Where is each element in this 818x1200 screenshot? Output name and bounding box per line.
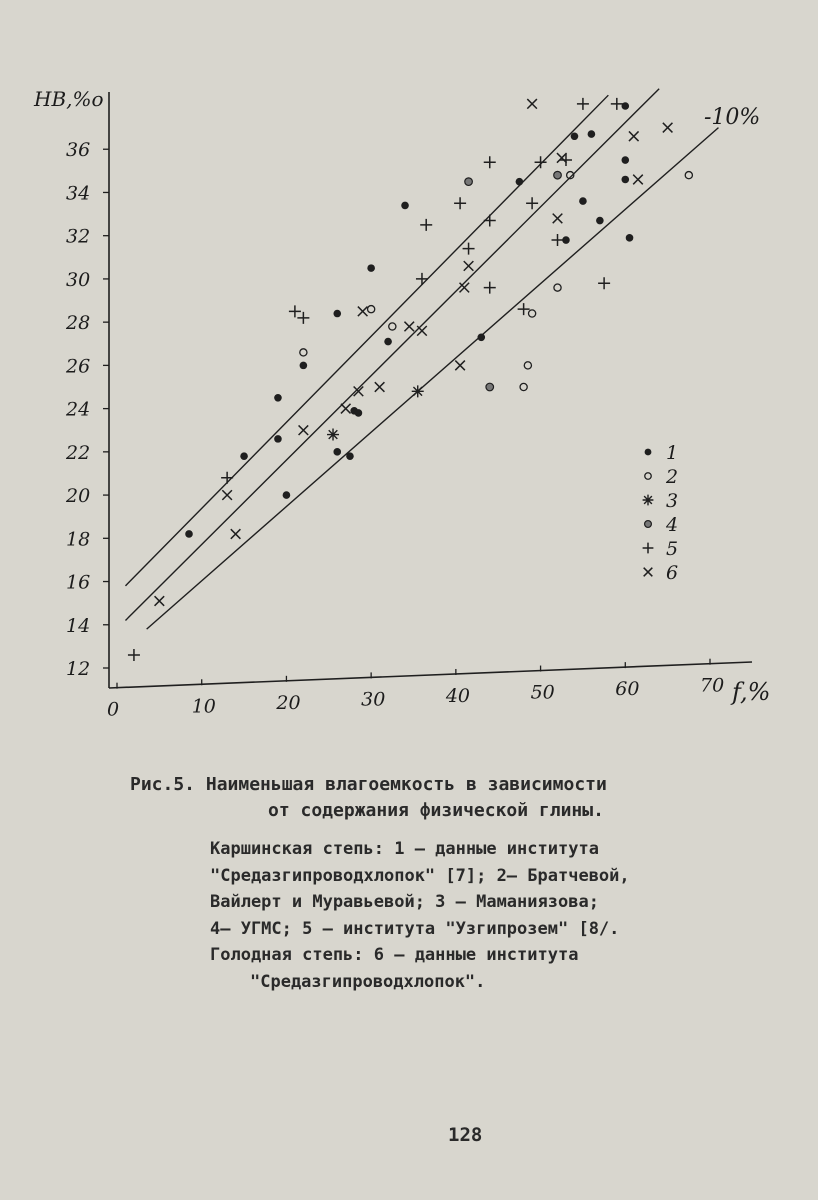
- point-cross: [527, 99, 537, 109]
- point-plus: [289, 305, 301, 317]
- point-plus: [416, 273, 428, 285]
- point-plus: [535, 156, 547, 168]
- point-filled-circle: [621, 156, 629, 164]
- point-cross: [155, 596, 165, 606]
- point-cross: [644, 568, 653, 577]
- point-plus: [454, 197, 466, 209]
- point-cross: [231, 529, 241, 539]
- point-cross: [404, 322, 414, 332]
- x-tick-label: 70: [700, 674, 725, 697]
- y-axis-label: HB,%o: [34, 87, 104, 111]
- point-filled-circle: [588, 130, 596, 138]
- point-plus: [484, 215, 496, 227]
- chart-legend: [643, 442, 678, 584]
- point-filled-circle: [333, 310, 341, 318]
- point-dot-circle: [554, 171, 562, 179]
- point-filled-circle: [283, 491, 291, 499]
- figure-caption: [130, 772, 770, 824]
- caption-line: Рис.5. Наименьшая влагоемкость в зависимости: [130, 774, 607, 795]
- annotation-label: -10%: [704, 105, 761, 130]
- legend-text-line: "Средазгипроводхлопок" [7]; 2– Братчевой,: [210, 865, 630, 886]
- point-filled-circle: [645, 449, 652, 456]
- point-plus: [611, 98, 623, 110]
- point-filled-circle: [401, 202, 409, 210]
- x-tick-label: 30: [361, 688, 386, 711]
- point-cross: [299, 425, 309, 435]
- legend-label: 4: [666, 514, 679, 536]
- y-tick-label: 22: [66, 441, 91, 464]
- x-tick-label: 50: [530, 681, 555, 704]
- point-dot-circle: [645, 521, 652, 528]
- point-filled-circle: [346, 452, 354, 460]
- y-tick-label: 12: [66, 658, 91, 680]
- x-tick-label: 0: [107, 698, 120, 721]
- point-open-circle: [520, 383, 527, 390]
- point-plus: [420, 219, 432, 231]
- point-open-circle: [524, 362, 531, 369]
- point-plus: [552, 234, 564, 246]
- point-cross: [341, 404, 351, 414]
- y-tick-label: 14: [66, 614, 91, 637]
- point-plus: [221, 472, 233, 484]
- point-filled-circle: [516, 178, 524, 186]
- point-filled-circle: [355, 409, 363, 417]
- point-filled-circle: [300, 362, 308, 370]
- point-cross: [553, 214, 563, 224]
- point-filled-circle: [274, 394, 282, 402]
- legend-label: 6: [666, 562, 679, 584]
- point-asterisk: [412, 385, 424, 397]
- point-filled-circle: [596, 217, 604, 225]
- y-tick-label: 32: [66, 225, 91, 248]
- point-open-circle: [368, 306, 375, 313]
- point-filled-circle: [274, 435, 282, 443]
- point-plus: [484, 282, 496, 294]
- point-cross: [417, 326, 427, 336]
- x-tick-label: 10: [191, 695, 216, 718]
- point-plus: [526, 197, 538, 209]
- point-dot-circle: [486, 383, 494, 391]
- legend-text-line: Каршинская степь: 1 – данные института: [210, 839, 599, 859]
- point-cross: [663, 123, 673, 133]
- figure-legend-text: [210, 836, 790, 995]
- point-filled-circle: [579, 197, 587, 205]
- point-plus: [518, 303, 530, 315]
- y-tick-label: 34: [66, 182, 91, 205]
- y-tick-label: 30: [66, 268, 91, 291]
- point-filled-circle: [367, 264, 375, 272]
- point-filled-circle: [626, 234, 634, 242]
- point-asterisk: [643, 495, 654, 506]
- point-filled-circle: [185, 530, 193, 538]
- point-plus: [297, 312, 309, 324]
- legend-label: 1: [666, 442, 679, 464]
- x-axis-label: f,%: [732, 678, 771, 706]
- point-cross: [375, 382, 385, 392]
- legend-label: 5: [666, 538, 679, 560]
- x-tick-label: 20: [276, 691, 301, 714]
- point-cross: [455, 361, 465, 371]
- point-plus: [463, 243, 475, 255]
- point-filled-circle: [477, 333, 485, 341]
- point-filled-circle: [240, 452, 248, 460]
- y-tick-label: 20: [66, 485, 91, 508]
- point-filled-circle: [333, 448, 341, 456]
- point-cross: [557, 153, 567, 163]
- regression-line-middle: [125, 89, 659, 621]
- point-open-circle: [529, 310, 536, 317]
- data-points: [128, 98, 692, 661]
- point-open-circle: [685, 172, 692, 179]
- caption-line: от содержания физической глины.: [268, 800, 604, 821]
- x-tick-label: 60: [615, 678, 640, 701]
- x-axis-line: [109, 662, 752, 688]
- point-plus: [577, 98, 589, 110]
- point-open-circle: [300, 349, 307, 356]
- y-tick-label: 18: [66, 528, 91, 551]
- page-number: 128: [448, 1124, 483, 1146]
- point-dot-circle: [465, 178, 473, 186]
- point-cross: [464, 261, 474, 271]
- point-plus: [643, 543, 654, 554]
- point-filled-circle: [571, 132, 579, 140]
- regression-line-upper: [125, 95, 608, 586]
- point-asterisk: [327, 429, 339, 441]
- point-cross: [460, 283, 470, 293]
- y-tick-label: 36: [66, 139, 91, 162]
- axis-ticks: [65, 139, 724, 720]
- point-open-circle: [554, 284, 561, 291]
- point-plus: [128, 649, 140, 661]
- point-cross: [222, 490, 232, 500]
- legend-text-line: Вайлерт и Муравьевой; 3 – Маманиязова;: [210, 892, 599, 912]
- legend-label: 3: [666, 490, 679, 512]
- chart-axes: [109, 92, 752, 688]
- regression-line-lower: [147, 128, 719, 629]
- point-open-circle: [389, 323, 396, 330]
- point-filled-circle: [384, 338, 392, 346]
- regression-lines: [125, 89, 718, 629]
- y-tick-label: 24: [66, 398, 91, 421]
- point-cross: [633, 175, 643, 185]
- x-tick-label: 40: [445, 684, 471, 707]
- y-tick-label: 28: [66, 312, 91, 335]
- legend-label: 2: [666, 466, 679, 488]
- point-filled-circle: [621, 176, 629, 184]
- y-tick-label: 26: [66, 355, 91, 378]
- legend-text-line: "Средазгипроводхлопок".: [250, 971, 486, 992]
- point-plus: [484, 156, 496, 168]
- point-open-circle: [645, 473, 651, 479]
- point-cross: [358, 307, 368, 317]
- point-plus: [598, 277, 610, 289]
- point-plus: [560, 154, 572, 166]
- y-tick-label: 16: [66, 571, 91, 594]
- legend-text-line: Голодная степь: 6 – данные института: [210, 945, 579, 965]
- point-cross: [629, 131, 639, 141]
- legend-text-line: 4– УГМС; 5 – института "Узгипрозем" [8/.: [210, 918, 620, 939]
